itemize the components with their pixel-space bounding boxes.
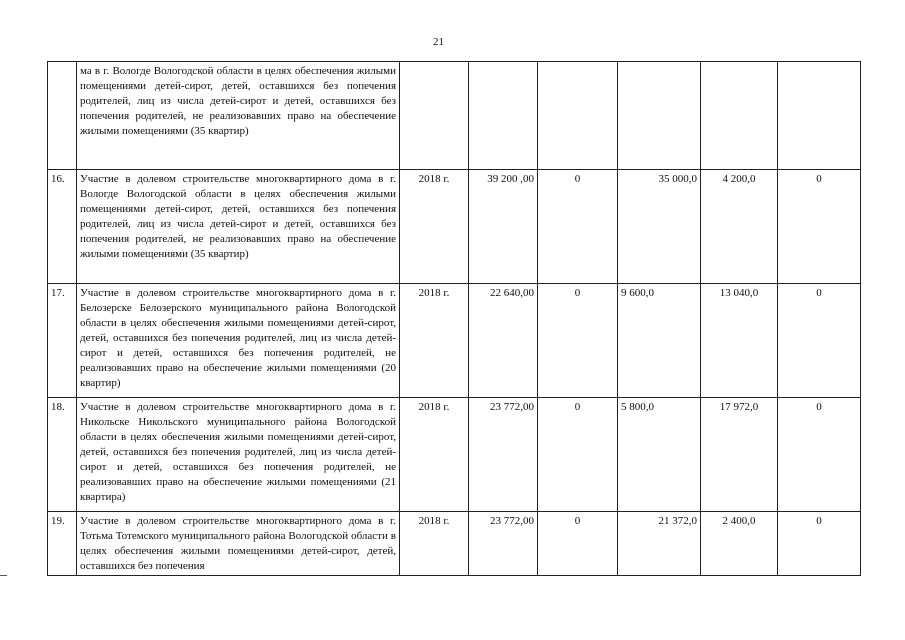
row-regional: 5 800,0 bbox=[618, 398, 701, 512]
row-total: 22 640,00 bbox=[469, 284, 538, 398]
row-description: Участие в долевом строительстве многоквартирного дома в г. Никольске Никольского муниципального района Вологодской области в целях обеспечения жилыми помещениями детей-сирот, детей, оставшихся без попечения родителей, лиц из числа детей-сирот и детей, оставшихся без попечения родителей, не реализовавших право на обеспечение жилыми помещениями (21 квартира) bbox=[77, 398, 400, 512]
row-other: 0 bbox=[778, 512, 861, 576]
row-municipal: 4 200,0 bbox=[701, 170, 778, 284]
row-federal: 0 bbox=[538, 512, 618, 576]
row-municipal bbox=[701, 62, 778, 170]
row-number: 16. bbox=[48, 170, 77, 284]
row-municipal: 2 400,0 bbox=[701, 512, 778, 576]
row-year bbox=[400, 62, 469, 170]
table-row bbox=[48, 170, 861, 284]
table-row bbox=[48, 398, 861, 512]
row-total: 23 772,00 bbox=[469, 398, 538, 512]
row-other: 0 bbox=[778, 398, 861, 512]
row-number: 19. bbox=[48, 512, 77, 576]
row-year: 2018 г. bbox=[400, 398, 469, 512]
table-row bbox=[48, 512, 861, 576]
row-regional: 21 372,0 bbox=[618, 512, 701, 576]
row-federal bbox=[538, 62, 618, 170]
row-description: Участие в долевом строительстве многоквартирного дома в г. Белозерске Белозерского муниципального района Вологодской области в целях обеспечения жилыми помещениями детей-сирот, детей, оставшихся без попечения родителей, лиц из числа детей-сирот и детей, оставшихся без попечения родителей, не реализовавших право на обеспечение жилыми помещениями (20 квартир) bbox=[77, 284, 400, 398]
row-other bbox=[778, 62, 861, 170]
row-number: 18. bbox=[48, 398, 77, 512]
row-regional: 35 000,0 bbox=[618, 170, 701, 284]
row-year: 2018 г. bbox=[400, 170, 469, 284]
row-other: 0 bbox=[778, 284, 861, 398]
row-regional: 9 600,0 bbox=[618, 284, 701, 398]
row-total: 39 200 ,00 bbox=[469, 170, 538, 284]
row-description: ма в г. Вологде Вологодской области в целях обеспечения жилыми помещениями детей-сирот, детей, оставшихся без попечения родителей, лиц из числа детей-сирот и детей, оставшихся без попечения родителей, не реализовавших право на обеспечение жилыми помещениями (35 квартир) bbox=[77, 62, 400, 170]
table-row bbox=[48, 284, 861, 398]
row-federal: 0 bbox=[538, 284, 618, 398]
row-description: Участие в долевом строительстве многоквартирного дома в г. Тотьма Тотемского муниципального района Вологодской области в целях обеспечения жилыми помещениями детей-сирот, детей, оставшихся без попечения bbox=[77, 512, 400, 576]
table-row bbox=[48, 62, 861, 170]
row-description: Участие в долевом строительстве многоквартирного дома в г. Вологде Вологодской области в целях обеспечения жилыми помещениями детей-сирот, детей, оставшихся без попечения родителей, лиц из числа детей-сирот и детей, оставшихся без попечения родителей, не реализовавших право на обеспечение жилыми помещениями (35 квартир) bbox=[77, 170, 400, 284]
row-municipal: 13 040,0 bbox=[701, 284, 778, 398]
row-regional bbox=[618, 62, 701, 170]
row-number bbox=[48, 62, 77, 170]
row-year: 2018 г. bbox=[400, 512, 469, 576]
page-number: 21 bbox=[433, 36, 444, 48]
row-total bbox=[469, 62, 538, 170]
margin-mark bbox=[0, 575, 7, 576]
program-table bbox=[47, 61, 861, 576]
row-federal: 0 bbox=[538, 398, 618, 512]
row-year: 2018 г. bbox=[400, 284, 469, 398]
row-total: 23 772,00 bbox=[469, 512, 538, 576]
row-other: 0 bbox=[778, 170, 861, 284]
row-municipal: 17 972,0 bbox=[701, 398, 778, 512]
row-number: 17. bbox=[48, 284, 77, 398]
row-federal: 0 bbox=[538, 170, 618, 284]
